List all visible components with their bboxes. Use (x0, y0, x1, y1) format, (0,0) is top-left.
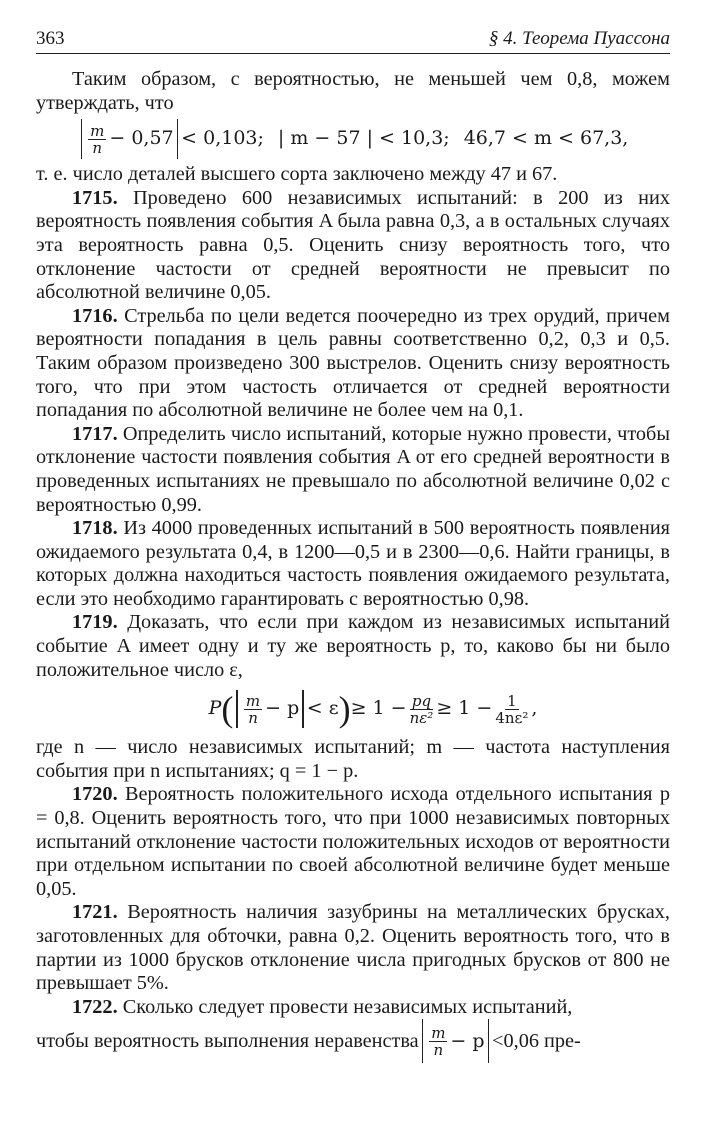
section-title: § 4. Теорема Пуассона (488, 28, 670, 49)
formula-explanation: где n — число независимых испытаний; m — частота наступления события при n испытаниях; q = 1 − p. (36, 736, 670, 782)
intro-conclusion: т. е. число деталей высшего сорта заключено между 47 и 67. (36, 163, 558, 186)
running-header (36, 28, 670, 54)
chebyshev-formula: P ( $\frac{m}{n}$ − p < ε ) ≥ 1 − $\frac{pq}{\text{nε²}}$ ≥ 1 − $\frac{1}{\text{4nε²}}$ , (208, 689, 538, 730)
problem-1715: 1715. Проведено 600 независимых испытаний: в 200 из них вероятность появления события A была равна 0,3, а в остальных случаях эта вероятность равна 0,5. Оценить снизу вероятность того, что отклонение частости от средней вероятности не превысит по абсолютной величине 0,05. (36, 186, 670, 304)
problem-1722-continuation: чтобы вероятность выполнения неравенства $\frac{m}{n}$ − p <0,06 пре- (36, 1019, 670, 1063)
page-number: 363 (36, 28, 65, 49)
body-text (36, 68, 670, 1063)
book-page (36, 28, 670, 1063)
problem-1716: 1716. Стрельба по цели ведется поочередно из трех орудий, причем вероятности попадания в цель равны соответственно 0,2, 0,3 и 0,5. Таким образом произведено 300 выстрелов. Оценить снизу вероятность того, что при этом частость отличается от средней вероятности попадания по абсолютной величине не более чем на 0,1. (36, 304, 670, 422)
problem-1721: 1721. Вероятность наличия зазубрины на металлических брусках, заготовленных для обточки, равна 0,2. Оценить вероятность того, что в партии из 1000 брусков отклонение числа пригодных брусков от 800 не превышает 5%. (36, 901, 670, 995)
problem-1722: 1722. Сколько следует провести независимых испытаний, (72, 995, 573, 1018)
problem-1720: 1720. Вероятность положительного исхода отдельного испытания p = 0,8. Оценить вероятность того, что при 1000 независимых повторных испытаний отклонение частости положительных исходов от вероятности при отдельном испытании по своей абсолютной величине будет меньше 0,05. (36, 783, 670, 900)
problem-1719: 1719. Доказать, что если при каждом из независимых испытаний событие A имеет одну и ту же вероятность p, то, каково бы ни было положительное число ε, (36, 611, 670, 681)
intro-paragraph: Таким образом, с вероятностью, не меньшей чем 0,8, можем утверждать, что (36, 68, 670, 114)
problem-1718: 1718. Из 4000 проведенных испытаний в 500 вероятность появления ожидаемого результата 0,4, в 1200—0,5 и в 2300—0,6. Найти границы, в которых должна находиться частость появления ожидаемого результата, если это необходимо гарантировать с вероятностью 0,98. (36, 517, 670, 610)
inequality-formula-1: $\frac{m}{n}$ − 0,57 < 0,103; | m − 57 | < 10,3; 46,7 < m < 67,3, (36, 119, 670, 159)
problem-1717: 1717. Определить число испытаний, которые нужно провести, чтобы отклонение частости появления события A от его средней вероятности в проведенных испытаниях не превышало по абсолютной величине 0,02 с вероятностью 0,99. (36, 422, 670, 516)
